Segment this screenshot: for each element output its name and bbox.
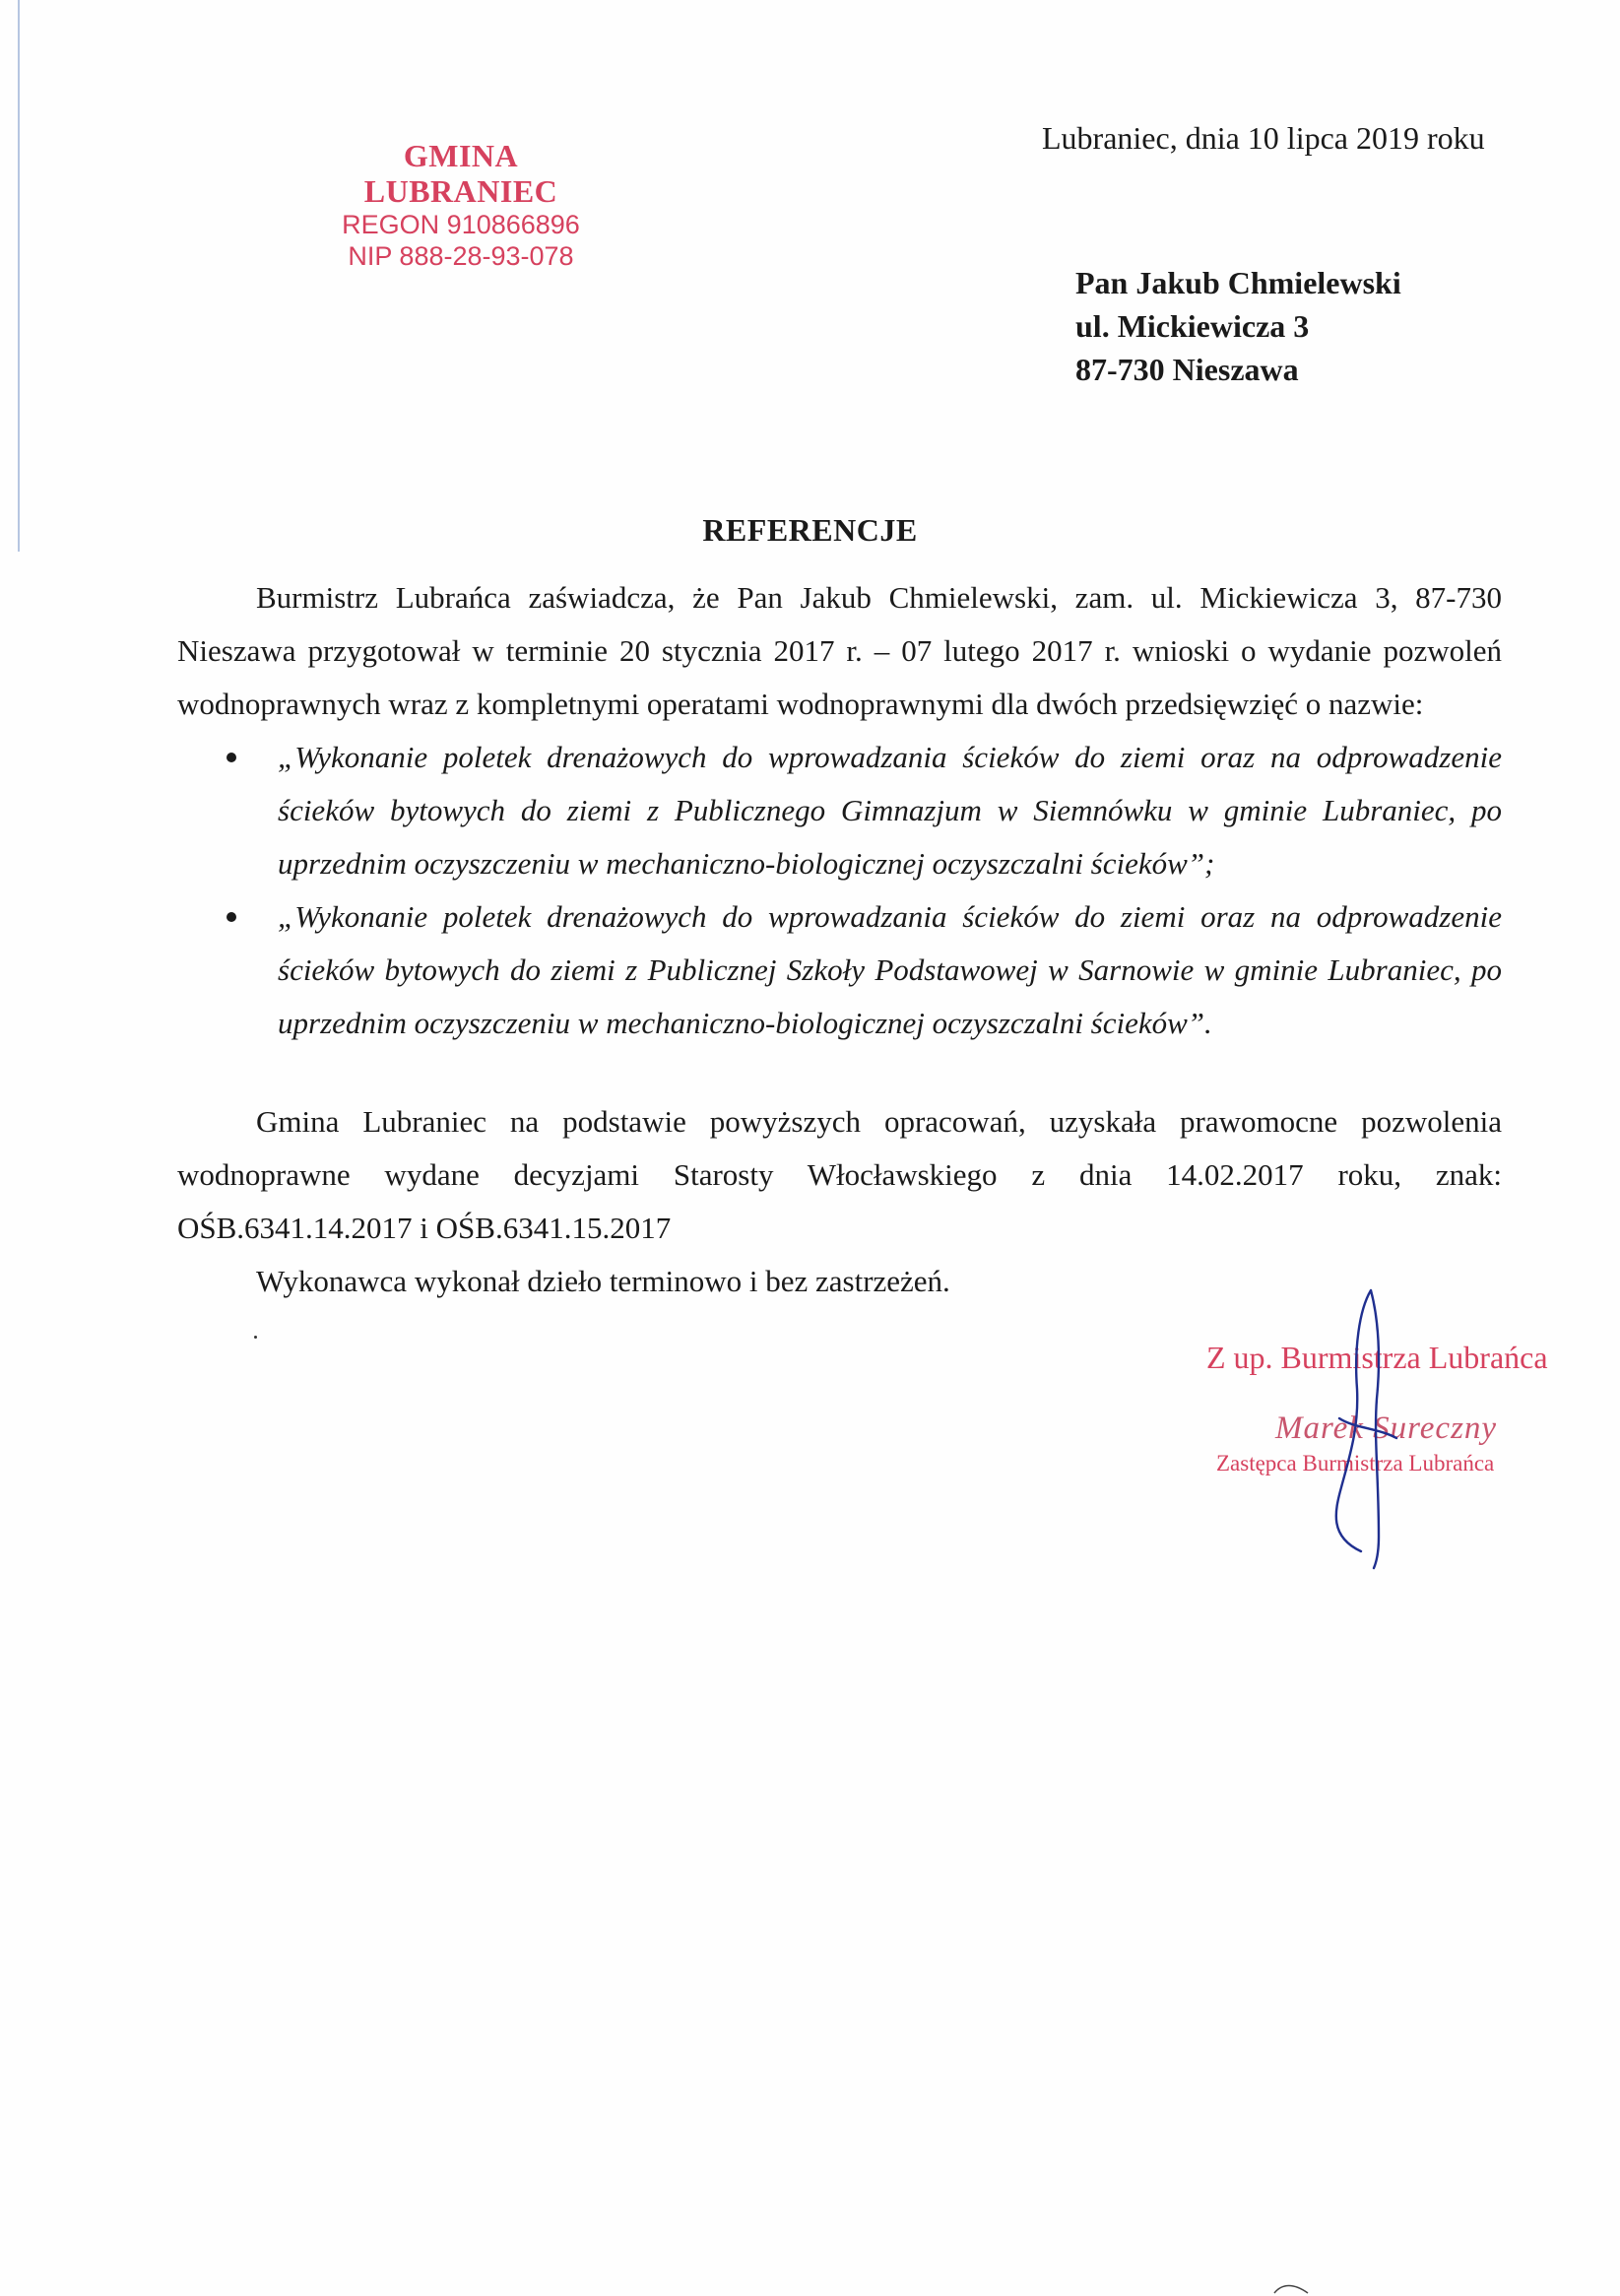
project-list [177,731,1502,1050]
paragraph-permits: Gmina Lubraniec na podstawie powyższych opracowań, uzyskała prawomocne pozwolenia wodnoprawne wydane decyzjami Starosty Włocławskiego z dnia 14.02.2017 roku, znak: OŚB.6341.14.2017 i OŚB.6341.15.2017 [177,1104,1502,1245]
stamp-regon: REGON 910866896 [342,210,580,239]
paragraph-conclusion: Wykonawca wykonał dzieło terminowo i bez zastrzeżeń. [256,1264,950,1298]
recipient-street: ul. Mickiewicza 3 [1075,308,1310,344]
recipient-address [1075,261,1401,391]
bullet-icon [227,912,236,922]
list-item-text: „Wykonanie poletek drenażowych do wprowadzania ścieków do ziemi oraz na odprowadzenie ścieków bytowych do ziemi z Publicznej Szkoły Podstawowej w Sarnowie w gminie Lubraniec, po uprzednim oczyszczeniu w mechaniczno-biologicznej oczyszczalni ścieków”. [278,899,1502,1040]
stamp-nip: NIP 888-28-93-078 [348,241,574,271]
list-item [177,890,1502,1050]
bullet-icon [227,753,236,762]
scan-edge-line [18,0,20,552]
municipality-stamp [313,138,609,272]
signatory-name: Marek Sureczny [1275,1410,1498,1446]
handwritten-signature [1320,1280,1408,1576]
document-title: REFERENCJE [702,512,918,548]
place-date: Lubraniec, dnia 10 lipca 2019 roku [1042,120,1485,156]
signatory-title: Zastępca Burmistrza Lubrańca [1216,1451,1495,1476]
stamp-name: GMINA LUBRANIEC [363,138,558,209]
recipient-city: 87-730 Nieszawa [1075,352,1299,387]
signature-authority: Z up. Burmistrza Lubrańca [1206,1340,1548,1375]
list-item-text: „Wykonanie poletek drenażowych do wprowadzania ścieków do ziemi oraz na odprowadzenie ścieków bytowych do ziemi z Publicznego Gimnazjum w Siemnówku w gminie Lubraniec, po uprzednim oczyszczeniu w mechaniczno-biologicznej oczyszczalni ścieków”; [278,740,1502,881]
list-item [177,731,1502,890]
scan-speck [254,1336,257,1339]
scan-artifact [1272,2283,1312,2295]
paragraph-intro: Burmistrz Lubrańca zaświadcza, że Pan Jakub Chmielewski, zam. ul. Mickiewicza 3, 87-730 Nieszawa przygotował w terminie 20 stycznia 2017 r. – 07 lutego 2017 r. wnioski o wydanie pozwoleń wodnoprawnych wraz z kompletnymi operatami wodnoprawnymi dla dwóch przedsięwzięć o nazwie: [177,580,1502,721]
recipient-name: Pan Jakub Chmielewski [1075,265,1401,300]
